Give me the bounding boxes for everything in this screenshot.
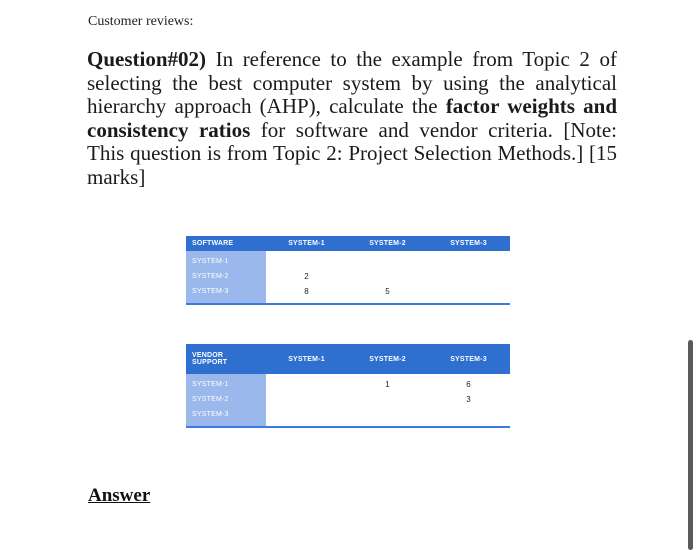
question-number: Question#02) bbox=[87, 47, 207, 71]
table-cell: 5 bbox=[385, 287, 390, 296]
table-cell bbox=[266, 254, 347, 269]
column-header: SYSTEM-2 bbox=[369, 240, 406, 247]
table-cell: 8 bbox=[304, 287, 309, 296]
table-cell bbox=[266, 407, 347, 422]
row-header: SYSTEM-3 bbox=[192, 288, 229, 295]
corner-line: VENDOR bbox=[192, 352, 224, 359]
question-paragraph bbox=[87, 48, 617, 189]
table-row bbox=[266, 254, 510, 269]
table-corner-label: SOFTWARE bbox=[192, 240, 234, 247]
table-cell bbox=[347, 407, 428, 422]
table-cell bbox=[347, 392, 428, 407]
table-row bbox=[266, 392, 510, 407]
question-bold-text: factor weights and consistency ratios bbox=[87, 94, 618, 142]
table-cell bbox=[266, 392, 347, 407]
table-header bbox=[186, 344, 510, 374]
table-cell bbox=[347, 269, 428, 284]
table-cell bbox=[347, 254, 428, 269]
row-header: SYSTEM-1 bbox=[192, 381, 229, 388]
table-cell: 6 bbox=[466, 380, 471, 389]
table-row bbox=[266, 284, 510, 299]
section-label: Customer reviews: bbox=[88, 14, 194, 29]
question-text-a: In reference to the example from Topic 2 of selecting the best computer system by using the analytical hierarchy approach (AHP), calculate the bbox=[87, 47, 617, 118]
vendor-support-table bbox=[186, 344, 510, 428]
row-header: SYSTEM-1 bbox=[192, 258, 229, 265]
table-row bbox=[266, 377, 510, 392]
table-cell: 3 bbox=[466, 395, 471, 404]
row-header: SYSTEM-2 bbox=[192, 396, 229, 403]
row-header: SYSTEM-2 bbox=[192, 273, 229, 280]
table-cell bbox=[428, 269, 509, 284]
software-table bbox=[186, 236, 510, 305]
table-row bbox=[266, 269, 510, 284]
question-text-b: for software and vendor criteria. [Note: This question is from Topic 2: Project Selection Methods.] [15 marks] bbox=[87, 117, 617, 189]
corner-line: SUPPORT bbox=[192, 359, 228, 366]
table-cell: 2 bbox=[304, 272, 309, 281]
column-header: SYSTEM-1 bbox=[288, 355, 325, 363]
column-header: SYSTEM-3 bbox=[450, 355, 487, 363]
table-cell: 1 bbox=[385, 380, 390, 389]
column-header: SYSTEM-1 bbox=[288, 240, 325, 247]
table-header bbox=[186, 236, 510, 251]
table-cell bbox=[266, 377, 347, 392]
table-cell bbox=[428, 407, 509, 422]
table-cell bbox=[428, 254, 509, 269]
table-corner-label bbox=[186, 352, 266, 366]
answer-heading: Answer bbox=[88, 485, 151, 506]
table-row bbox=[266, 407, 510, 422]
column-header: SYSTEM-2 bbox=[369, 355, 406, 363]
vertical-scrollbar[interactable] bbox=[688, 340, 693, 550]
table-cell bbox=[428, 284, 509, 299]
column-header: SYSTEM-3 bbox=[450, 240, 487, 247]
row-header: SYSTEM-3 bbox=[192, 411, 229, 418]
